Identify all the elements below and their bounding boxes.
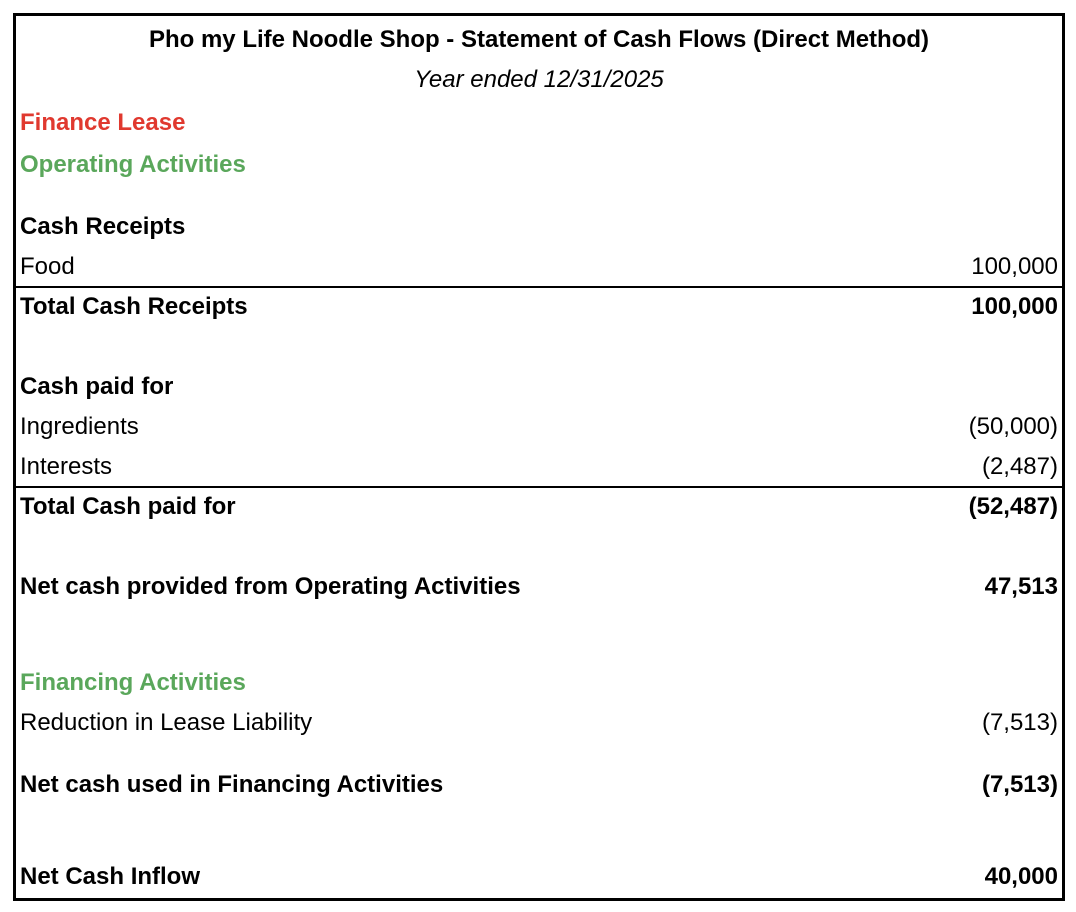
net-inflow-value: 40,000 — [984, 863, 1058, 890]
cash-paid-heading-text: Cash paid for — [20, 373, 174, 400]
net-financing-value: (7,513) — [981, 771, 1058, 798]
operating-heading-text: Operating Activities — [20, 151, 246, 178]
total-receipts-label: Total Cash Receipts — [20, 293, 248, 320]
financing-heading-text: Financing Activities — [20, 669, 246, 696]
cash-receipts-heading-text: Cash Receipts — [20, 213, 186, 240]
total-paid-label: Total Cash paid for — [20, 493, 236, 520]
financing-value: (7,513) — [981, 709, 1058, 736]
statement-period: Year ended 12/31/2025 — [414, 66, 664, 93]
receipt-value: 100,000 — [971, 253, 1058, 280]
net-financing-label: Net cash used in Financing Activities — [20, 771, 444, 798]
net-operating-value: 47,513 — [984, 573, 1058, 600]
net-inflow-label: Net Cash Inflow — [20, 863, 201, 890]
financing-label: Reduction in Lease Liability — [20, 709, 313, 736]
subtotal-rule — [16, 286, 1062, 288]
total-receipts-value: 100,000 — [971, 293, 1058, 320]
receipt-label: Food — [20, 253, 75, 280]
total-paid-value: (52,487) — [968, 493, 1058, 520]
paid-label: Ingredients — [20, 413, 139, 440]
paid-value: (2,487) — [981, 453, 1058, 480]
statement-title: Pho my Life Noodle Shop - Statement of Cash Flows (Direct Method) — [148, 26, 930, 53]
paid-label: Interests — [20, 453, 113, 480]
statement-frame — [13, 13, 1065, 901]
subtotal-rule — [16, 486, 1062, 488]
paid-value: (50,000) — [968, 413, 1058, 440]
lease-type-text: Finance Lease — [20, 109, 186, 136]
net-operating-label: Net cash provided from Operating Activities — [20, 573, 521, 600]
